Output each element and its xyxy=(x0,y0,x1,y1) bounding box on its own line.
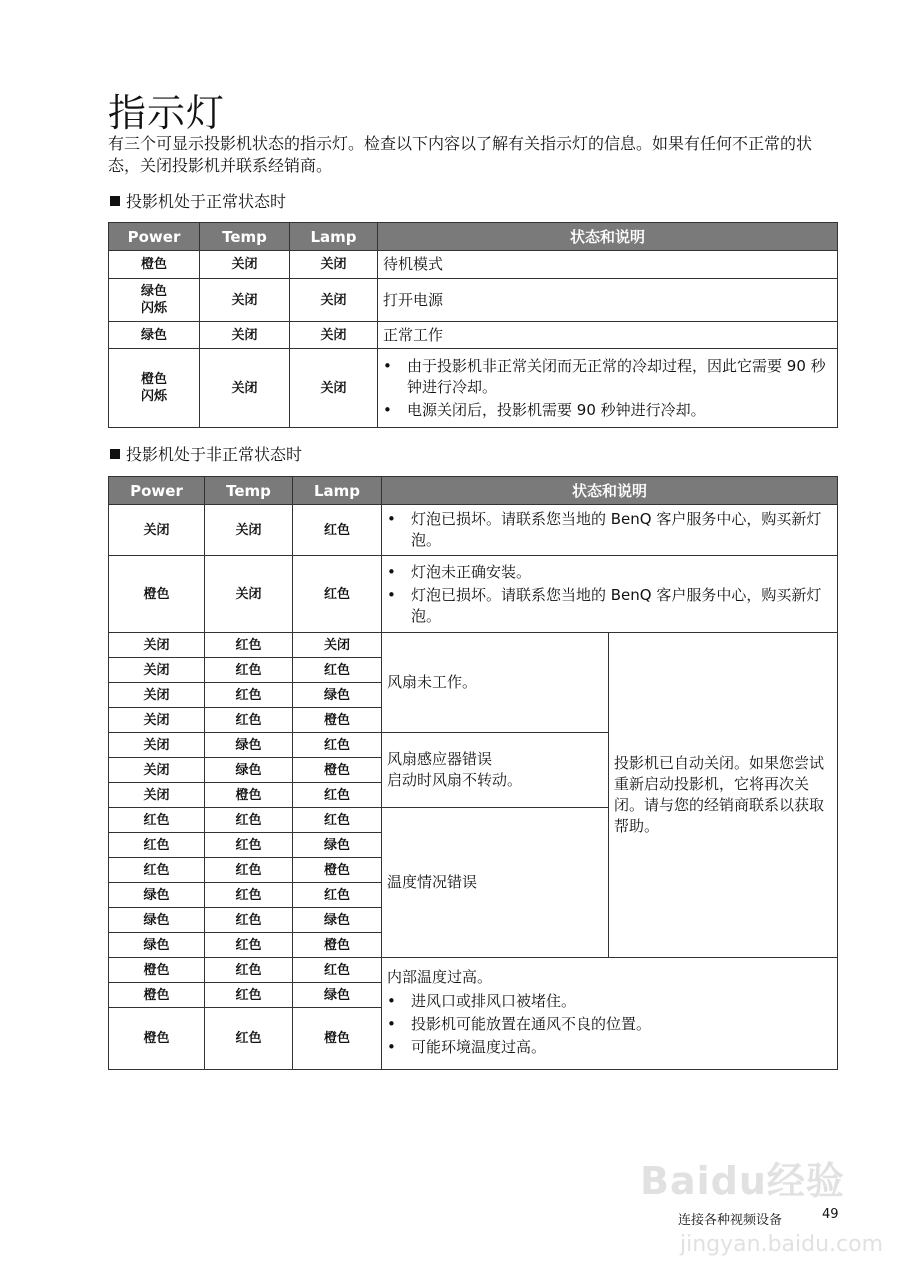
table-row xyxy=(109,349,838,428)
bullet-item: • 投影机可能放置在通风不良的位置。 xyxy=(387,1014,832,1035)
section-heading: 投影机处于非正常状态时 xyxy=(126,445,303,464)
cell-desc: 打开电源 xyxy=(378,279,838,322)
cell-lamp: 红色 xyxy=(293,505,382,556)
cell-lamp: 橙色 xyxy=(293,1008,382,1070)
cell-temp: 关闭 xyxy=(200,349,290,428)
cell-power: 关闭 xyxy=(109,758,205,783)
table-row xyxy=(109,279,838,322)
cell-desc xyxy=(378,349,838,428)
cell-temp: 红色 xyxy=(205,883,293,908)
cell-power: 红色 xyxy=(109,833,205,858)
cell-lamp: 橙色 xyxy=(293,933,382,958)
cell-temp: 红色 xyxy=(205,658,293,683)
cell-power: 橙色 xyxy=(109,983,205,1008)
cell-power: 关闭 xyxy=(109,783,205,808)
overheat-title: 内部温度过高。 xyxy=(387,967,493,986)
cell-lamp: 红色 xyxy=(293,958,382,983)
cell-desc xyxy=(382,556,838,633)
cell-lamp: 关闭 xyxy=(290,349,378,428)
square-bullet-icon xyxy=(110,449,120,459)
bullet-list xyxy=(387,562,832,627)
bullet-item: • 电源关闭后，投影机需要 90 秒钟进行冷却。 xyxy=(383,400,832,421)
bullet-item: • 进风口或排风口被堵住。 xyxy=(387,991,832,1012)
cell-power: 绿色 xyxy=(109,322,200,349)
table-row xyxy=(109,322,838,349)
cell-temp: 红色 xyxy=(205,958,293,983)
cell-fan-fail: 风扇未工作。 xyxy=(382,633,609,733)
cell-lamp: 红色 xyxy=(293,658,382,683)
cell-temp-error: 温度情况错误 xyxy=(382,808,609,958)
header-desc: 状态和说明 xyxy=(382,477,838,505)
header-lamp: Lamp xyxy=(293,477,382,505)
cell-power: 橙色 xyxy=(109,251,200,279)
cell-power: 绿色 xyxy=(109,883,205,908)
cell-power: 关闭 xyxy=(109,708,205,733)
cell-temp: 绿色 xyxy=(205,758,293,783)
abnormal-status-table xyxy=(108,476,838,1070)
cell-temp: 红色 xyxy=(205,933,293,958)
cell-temp: 红色 xyxy=(205,808,293,833)
cell-lamp: 橙色 xyxy=(293,708,382,733)
cell-lamp: 关闭 xyxy=(290,279,378,322)
cell-temp: 关闭 xyxy=(200,251,290,279)
bullet-item: • 灯泡已损坏。请联系您当地的 BenQ 客户服务中心，购买新灯泡。 xyxy=(387,585,832,627)
table-row xyxy=(109,958,838,983)
cell-temp: 红色 xyxy=(205,1008,293,1070)
table-row xyxy=(109,556,838,633)
header-temp: Temp xyxy=(200,223,290,251)
cell-power: 绿色 闪烁 xyxy=(109,279,200,322)
page-title: 指示灯 xyxy=(108,91,226,135)
bullet-list xyxy=(383,356,832,421)
bullet-item: • 可能环境温度过高。 xyxy=(387,1037,832,1058)
bullet-item: • 由于投影机非正常关闭而无正常的冷却过程，因此它需要 90 秒钟进行冷却。 xyxy=(383,356,832,398)
bullet-item: • 灯泡未正确安装。 xyxy=(387,562,832,583)
header-lamp: Lamp xyxy=(290,223,378,251)
cell-power: 关闭 xyxy=(109,683,205,708)
cell-lamp: 绿色 xyxy=(293,908,382,933)
cell-temp: 红色 xyxy=(205,633,293,658)
cell-power: 橙色 闪烁 xyxy=(109,349,200,428)
cell-fan-sensor: 风扇感应器错误 启动时风扇不转动。 xyxy=(382,733,609,808)
cell-desc: 正常工作 xyxy=(378,322,838,349)
cell-power: 橙色 xyxy=(109,556,205,633)
cell-power: 橙色 xyxy=(109,1008,205,1070)
cell-temp: 红色 xyxy=(205,858,293,883)
cell-lamp: 关闭 xyxy=(290,322,378,349)
square-bullet-icon xyxy=(110,196,120,206)
cell-lamp: 绿色 xyxy=(293,833,382,858)
cell-auto-off: 投影机已自动关闭。如果您尝试重新启动投影机，它将再次关闭。请与您的经销商联系以获取帮助。 xyxy=(609,633,838,958)
baidu-watermark-url: jingyan.baidu.com xyxy=(680,1232,884,1257)
table-row xyxy=(109,251,838,279)
normal-status-table xyxy=(108,222,838,428)
header-power: Power xyxy=(109,477,205,505)
cell-power: 关闭 xyxy=(109,633,205,658)
cell-lamp: 红色 xyxy=(293,556,382,633)
section-normal xyxy=(110,189,286,212)
intro-paragraph: 有三个可显示投影机状态的指示灯。检查以下内容以了解有关指示灯的信息。如果有任何不正常的状态，关闭投影机并联系经销商。 xyxy=(108,134,813,175)
cell-lamp: 橙色 xyxy=(293,758,382,783)
table-row xyxy=(109,633,838,658)
cell-temp: 红色 xyxy=(205,683,293,708)
baidu-watermark-logo: Baidu经验 xyxy=(640,1159,845,1203)
cell-lamp: 红色 xyxy=(293,808,382,833)
cell-temp: 红色 xyxy=(205,708,293,733)
cell-temp: 红色 xyxy=(205,983,293,1008)
cell-lamp: 红色 xyxy=(293,783,382,808)
cell-lamp: 橙色 xyxy=(293,858,382,883)
header-desc: 状态和说明 xyxy=(378,223,838,251)
cell-temp: 橙色 xyxy=(205,783,293,808)
cell-lamp: 红色 xyxy=(293,883,382,908)
cell-temp: 关闭 xyxy=(205,556,293,633)
cell-lamp: 红色 xyxy=(293,733,382,758)
cell-desc: 待机模式 xyxy=(378,251,838,279)
section-abnormal xyxy=(110,442,302,465)
bullet-item: • 灯泡已损坏。请联系您当地的 BenQ 客户服务中心，购买新灯泡。 xyxy=(387,509,832,551)
cell-power: 红色 xyxy=(109,808,205,833)
cell-overheat xyxy=(382,958,838,1070)
cell-temp: 关闭 xyxy=(200,279,290,322)
cell-power: 关闭 xyxy=(109,733,205,758)
cell-temp: 关闭 xyxy=(200,322,290,349)
header-temp: Temp xyxy=(205,477,293,505)
header-power: Power xyxy=(109,223,200,251)
cell-desc xyxy=(382,505,838,556)
cell-lamp: 关闭 xyxy=(290,251,378,279)
cell-power: 绿色 xyxy=(109,933,205,958)
cell-lamp: 关闭 xyxy=(293,633,382,658)
bullet-list xyxy=(387,509,832,551)
cell-power: 关闭 xyxy=(109,658,205,683)
section-heading: 投影机处于正常状态时 xyxy=(126,192,287,211)
cell-temp: 绿色 xyxy=(205,733,293,758)
cell-temp: 关闭 xyxy=(205,505,293,556)
cell-power: 红色 xyxy=(109,858,205,883)
footer-chapter: 连接各种视频设备 xyxy=(678,1213,783,1228)
table-row xyxy=(109,505,838,556)
cell-power: 绿色 xyxy=(109,908,205,933)
cell-lamp: 绿色 xyxy=(293,683,382,708)
cell-temp: 红色 xyxy=(205,908,293,933)
bullet-list xyxy=(387,991,832,1058)
cell-temp: 红色 xyxy=(205,833,293,858)
page-number: 49 xyxy=(822,1207,839,1222)
cell-lamp: 绿色 xyxy=(293,983,382,1008)
cell-power: 橙色 xyxy=(109,958,205,983)
cell-power: 关闭 xyxy=(109,505,205,556)
